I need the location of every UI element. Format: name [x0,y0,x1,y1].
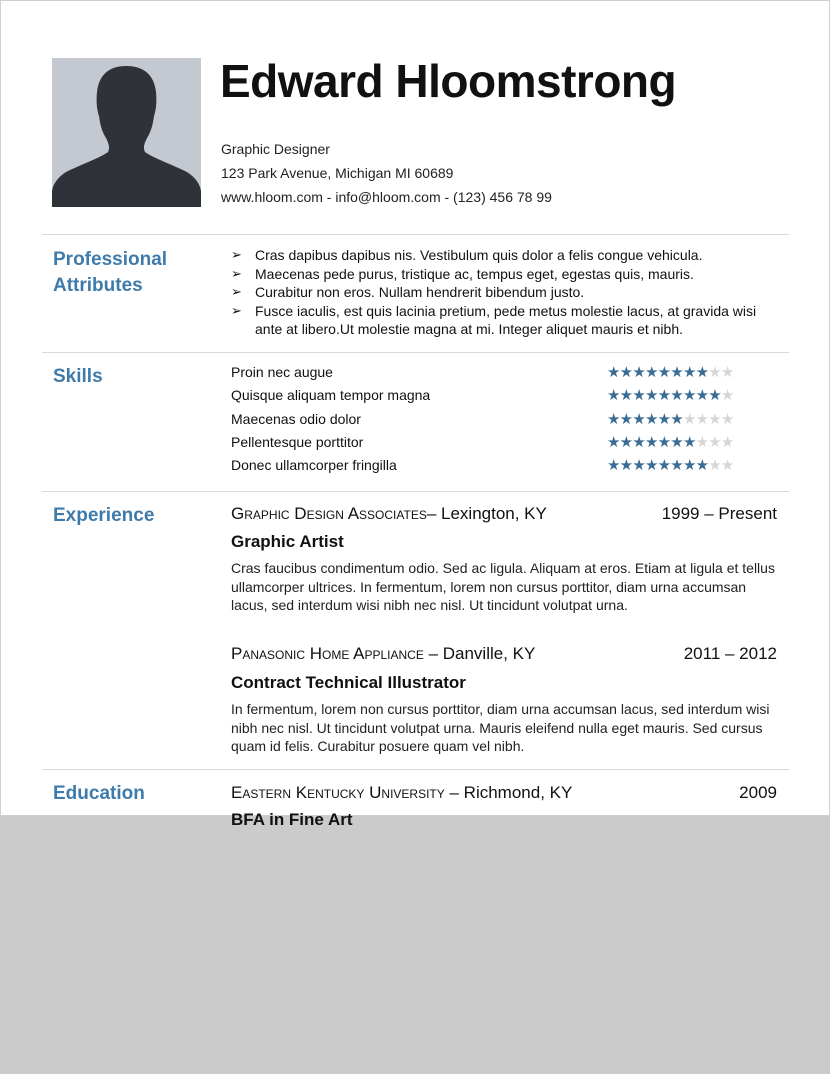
star-filled-icon: ★ [670,411,683,428]
star-filled-icon: ★ [632,364,645,381]
skill-rating [607,386,734,404]
skill-name: Proin nec augue [231,364,333,380]
education-degree: BFA in Fine Art [231,810,353,829]
star-filled-icon: ★ [644,457,658,474]
divider [42,769,789,770]
skill-rating [607,363,734,381]
job-title-line: Graphic Designer [221,141,330,157]
star-empty-icon: ★ [720,434,734,451]
star-filled-icon: ★ [657,434,671,451]
star-filled-icon: ★ [619,364,633,381]
section-title-experience: Experience [53,505,155,526]
star-empty-icon: ★ [708,457,721,474]
arrow-bullet-icon: ➢ [231,302,242,318]
star-filled-icon: ★ [619,411,633,428]
education-year: 2009 [739,783,777,802]
job-role: Graphic Artist [231,532,344,551]
star-filled-icon: ★ [670,364,683,381]
list-item-text: Fusce iaculis, est quis lacinia pretium, pede metus molestie lacus, at gravida wisi ante at libero.Ut molestie magna at mi. Integer aliquet mauris et nibh. [255,302,757,337]
list-item-text: Cras dapibus dapibus nis. Vestibulum quis dolor a felis congue vehicula. [255,247,703,263]
star-filled-icon: ★ [644,434,658,451]
divider [42,491,789,492]
list-item [231,246,771,265]
job-dates: 1999 – Present [661,504,777,523]
star-empty-icon: ★ [708,434,721,451]
attributes-list [231,246,771,339]
section-title-skills: Skills [53,366,103,387]
list-item [231,265,771,284]
star-filled-icon: ★ [657,387,671,404]
star-filled-icon: ★ [619,387,633,404]
star-filled-icon: ★ [657,457,671,474]
star-filled-icon: ★ [695,364,709,381]
star-filled-icon: ★ [657,411,671,428]
star-filled-icon: ★ [632,411,645,428]
job-company-line [231,644,535,664]
company-name: Graphic Design Associates [231,504,427,523]
candidate-name: Edward Hloomstrong [220,55,677,107]
star-filled-icon: ★ [657,364,671,381]
profile-photo [52,58,201,207]
star-empty-icon: ★ [695,411,709,428]
skill-row [231,457,761,477]
school-name: Eastern Kentucky University [231,783,445,802]
star-filled-icon: ★ [682,387,696,404]
star-filled-icon: ★ [607,457,620,474]
star-filled-icon: ★ [644,364,658,381]
skill-name: Quisque aliquam tempor magna [231,387,431,403]
list-item-text: Maecenas pede purus, tristique ac, tempus eget, egestas quis, mauris. [255,265,694,282]
skill-row [231,364,761,384]
star-empty-icon: ★ [720,411,734,428]
star-filled-icon: ★ [607,364,620,381]
star-empty-icon: ★ [682,411,696,428]
star-filled-icon: ★ [682,364,696,381]
job-company-line [231,504,547,524]
star-filled-icon: ★ [632,387,645,404]
skill-rating [607,456,734,474]
divider [42,352,789,353]
star-filled-icon: ★ [644,411,658,428]
person-silhouette-icon [52,58,201,207]
job-description: In fermentum, lorem non cursus porttitor, diam urna accumsan lacus, sed interdum wisi nibh nec nisl. Ut tincidunt volutpat urna. Mauris eleifend nulla eget mauris. Sed cursus quam id felis. Curabitur posuere quam vel nibh. [231,701,770,754]
list-item [231,302,771,339]
star-filled-icon: ★ [670,387,683,404]
star-filled-icon: ★ [695,457,709,474]
company-location: – Danville, KY [423,644,536,663]
skill-row [231,387,761,407]
star-filled-icon: ★ [644,387,658,404]
star-filled-icon: ★ [682,434,696,451]
skill-rating [607,410,734,428]
skill-row [231,411,761,431]
arrow-bullet-icon: ➢ [231,265,242,281]
education-school-line [231,783,572,803]
star-empty-icon: ★ [695,434,709,451]
star-filled-icon: ★ [607,387,620,404]
star-filled-icon: ★ [632,434,645,451]
skill-name: Donec ullamcorper fringilla [231,457,397,473]
company-name: Panasonic Home Appliance [231,644,424,663]
web-contact-line: www.hloom.com - info@hloom.com - (123) 456 78 99 [221,189,552,205]
job-role: Contract Technical Illustrator [231,673,466,692]
star-empty-icon: ★ [708,364,721,381]
job-description: Cras faucibus condimentum odio. Sed ac ligula. Aliquam at eros. Etiam at ligula et tellus ullamcorper ultrices. In fermentum, lorem non cursus porttitor, diam urna accumsan lacus, sed interdum wisi nibh nec nisl. Ut tincidunt volutpat urna. [231,560,775,613]
arrow-bullet-icon: ➢ [231,247,242,262]
star-filled-icon: ★ [670,457,683,474]
list-item-text: Curabitur non eros. Nullam hendrerit bibendum justo. [255,284,585,300]
job-dates: 2011 – 2012 [683,644,777,663]
company-location: – Lexington, KY [426,504,547,523]
school-location: – Richmond, KY [444,783,573,802]
address-line: 123 Park Avenue, Michigan MI 60689 [221,165,454,181]
star-empty-icon: ★ [720,457,734,474]
star-filled-icon: ★ [682,457,696,474]
skill-name: Pellentesque porttitor [231,434,364,450]
section-title-education: Education [53,783,145,804]
star-empty-icon: ★ [708,411,721,428]
star-filled-icon: ★ [695,387,709,404]
star-filled-icon: ★ [708,387,721,404]
star-empty-icon: ★ [720,387,734,404]
list-item [231,283,771,302]
divider [42,234,789,235]
arrow-bullet-icon: ➢ [231,284,242,299]
star-filled-icon: ★ [619,434,633,451]
star-filled-icon: ★ [607,434,620,451]
star-filled-icon: ★ [670,434,683,451]
star-filled-icon: ★ [619,457,633,474]
section-title-line: Professional [53,249,168,270]
skill-row [231,434,761,454]
skill-name: Maecenas odio dolor [231,411,361,427]
section-title-attributes [53,247,167,299]
section-title-line: Attributes [53,275,143,296]
star-filled-icon: ★ [607,411,620,428]
star-empty-icon: ★ [720,364,734,381]
skill-rating [607,433,734,451]
star-filled-icon: ★ [632,457,645,474]
